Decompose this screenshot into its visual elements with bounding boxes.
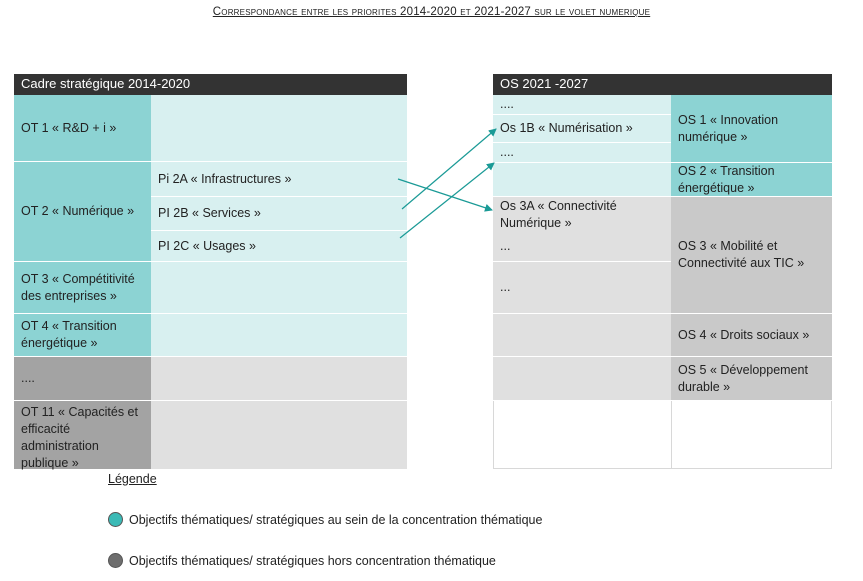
ellipsis-cell: .... <box>14 357 151 401</box>
os1b-cell: Os 1B « Numérisation » <box>493 115 671 143</box>
pi2b-cell: PI 2B « Services » <box>151 197 407 231</box>
ot11-cell: OT 11 « Capacités et efficacité administration publique » <box>14 401 151 469</box>
legend-item-hors-concentration <box>108 553 496 568</box>
right-sub-row-7: ... <box>493 262 671 314</box>
os2-cell: OS 2 « Transition énergétique » <box>671 163 832 197</box>
legend-title: Légende <box>108 472 157 486</box>
pi2c-cell: PI 2C « Usages » <box>151 231 407 262</box>
os5-cell: OS 5 « Développement durable » <box>671 357 832 401</box>
ot2-cell: OT 2 « Numérique » <box>14 162 151 262</box>
right-sub-row-3: .... <box>493 143 671 163</box>
ot3-cell: OT 3 « Compétitivité des entreprises » <box>14 262 151 314</box>
os3-cell: OS 3 « Mobilité et Connectivité aux TIC » <box>671 197 832 314</box>
legend-item-concentration <box>108 512 542 527</box>
teal-dot-icon <box>108 512 123 527</box>
os4-cell: OS 4 « Droits sociaux » <box>671 314 832 357</box>
page-title: Correspondance entre les priorites 2014-2020 et 2021-2027 sur le volet numerique <box>212 6 651 18</box>
grey-dot-icon <box>108 553 123 568</box>
left-header: Cadre stratégique 2014-2020 <box>14 74 407 95</box>
legend-item-concentration-label: Objectifs thématiques/ stratégiques au sein de la concentration thématique <box>129 512 543 527</box>
legend-item-hors-concentration-label: Objectifs thématiques/ stratégiques hors concentration thématique <box>129 553 496 568</box>
right-sub-row-6: ... <box>493 231 671 262</box>
os3a-cell: Os 3A « Connectivité Numérique » <box>493 197 671 231</box>
ot4-cell: OT 4 « Transition énergétique » <box>14 314 151 357</box>
arrow-pi2b-to-os1b <box>402 129 496 209</box>
ot1-cell: OT 1 « R&D + i » <box>14 95 151 162</box>
os1-cell: OS 1 « Innovation numérique » <box>671 95 832 163</box>
arrow-pi2c-to-sub3 <box>400 163 494 238</box>
right-sub-row-1: .... <box>493 95 671 115</box>
arrow-pi2a-to-os3a <box>398 179 492 210</box>
pi2a-cell: Pi 2A « Infrastructures » <box>151 162 407 197</box>
right-header: OS 2021 -2027 <box>493 74 832 95</box>
